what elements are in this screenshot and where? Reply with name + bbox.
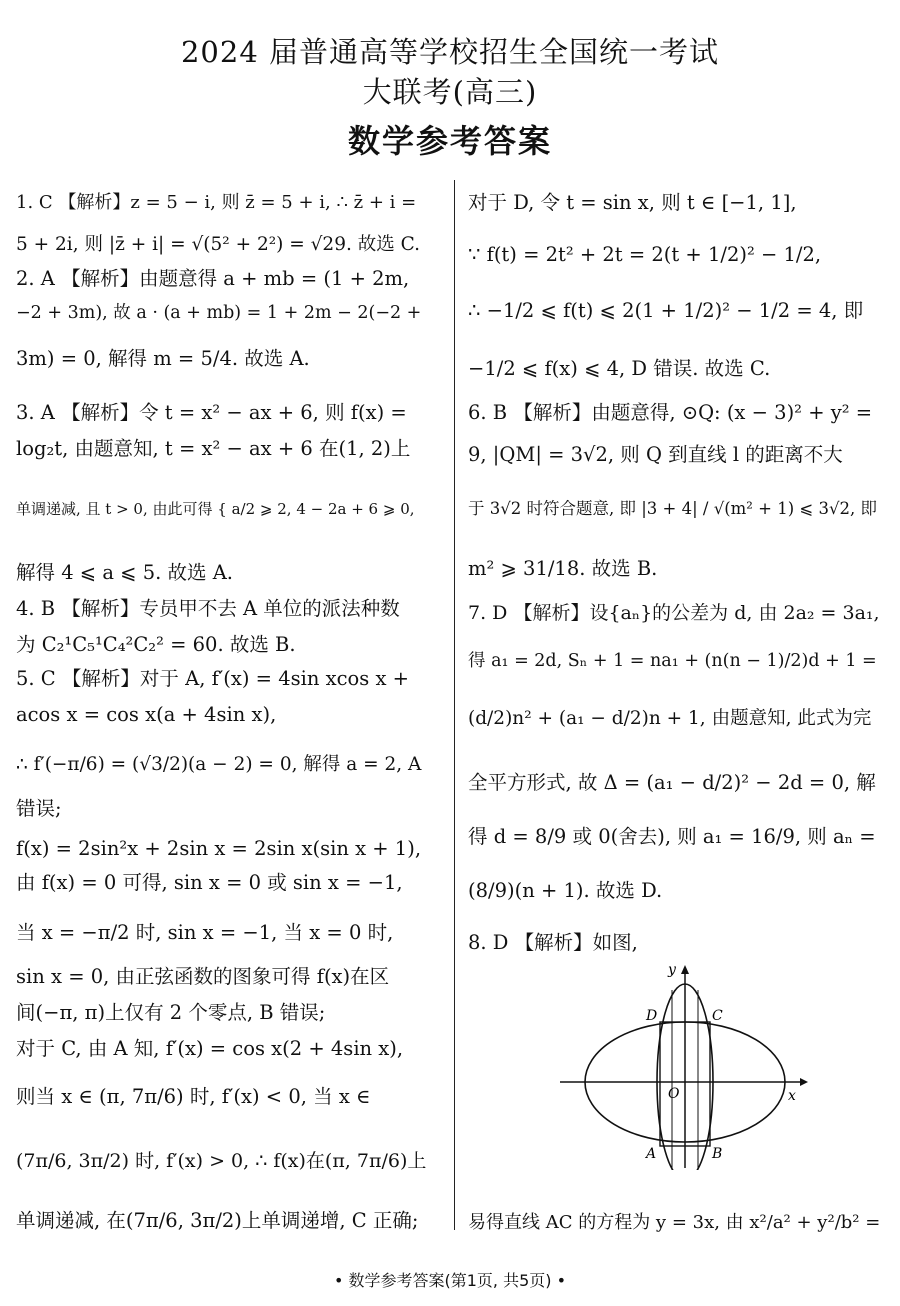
answer-line: 6. B 【解析】由题意得, ⊙Q: (x − 3)² + y² = (468, 401, 873, 424)
answer-line: 9, |QM| = 3√2, 则 Q 到直线 l 的距离不大 (468, 443, 843, 466)
answer-line: 单调递减, 且 t > 0, 由此可得 { a/2 ⩾ 2, 4 − 2a + 6 ⩾ 0, (16, 500, 415, 518)
answer-line: 单调递减, 在(7π/6, 3π/2)上单调递增, C 正确; (16, 1209, 419, 1232)
exam-subtitle: 大联考(高三) (362, 75, 538, 109)
answer-line: 则当 x ∈ (π, 7π/6) 时, f′(x) < 0, 当 x ∈ (16, 1085, 371, 1108)
answer-line: 8. D 【解析】如图, (468, 931, 638, 954)
answer-line: −2 + 3m), 故 a · (a + mb) = 1 + 2m − 2(−2 + (16, 303, 422, 323)
answer-line: 当 x = −π/2 时, sin x = −1, 当 x = 0 时, (16, 921, 394, 944)
answer-line: 3m) = 0, 解得 m = 5/4. 故选 A. (16, 347, 310, 370)
answer-line: 得 d = 8/9 或 0(舍去), 则 a₁ = 16/9, 则 aₙ = (468, 825, 876, 848)
answer-line: 得 a₁ = 2d, Sₙ + 1 = na₁ + (n(n − 1)/2)d + 1 = (468, 651, 877, 671)
label-b: B (712, 1146, 723, 1162)
answer-line: log₂t, 由题意知, t = x² − ax + 6 在(1, 2)上 (16, 437, 411, 460)
answer-line: −1/2 ⩽ f(x) ⩽ 4, D 错误. 故选 C. (468, 357, 771, 380)
answer-line: (7π/6, 3π/2) 时, f′(x) > 0, ∴ f(x)在(π, 7π/6)上 (16, 1150, 427, 1172)
answer-line: m² ⩾ 31/18. 故选 B. (468, 557, 658, 580)
answer-line: 为 C₂¹C₅¹C₄²C₂² = 60. 故选 B. (16, 633, 296, 656)
label-x: x (788, 1088, 796, 1104)
exam-title: 2024 届普通高等学校招生全国统一考试 (180, 35, 720, 69)
answer-line: ∴ f′(−π/6) = (√3/2)(a − 2) = 0, 解得 a = 2, A (16, 754, 422, 775)
label-y: y (668, 962, 676, 978)
answer-line: 由 f(x) = 0 可得, sin x = 0 或 sin x = −1, (16, 871, 403, 894)
x-axis-arrow (800, 1078, 808, 1086)
y-axis-arrow (681, 965, 689, 974)
answer-line: f(x) = 2sin²x + 2sin x = 2sin x(sin x + 1), (16, 837, 422, 860)
answer-line: 5 + 2i, 则 |z̄ + i| = √(5² + 2²) = √29. 故选 C. (16, 234, 420, 255)
answer-line: ∵ f(t) = 2t² + 2t = 2(t + 1/2)² − 1/2, (468, 243, 822, 266)
label-d: D (646, 1008, 658, 1024)
answer-line: (8/9)(n + 1). 故选 D. (468, 879, 663, 902)
answer-line: 对于 D, 令 t = sin x, 则 t ∈ [−1, 1], (468, 191, 797, 214)
answer-line: 4. B 【解析】专员甲不去 A 单位的派法种数 (16, 597, 400, 620)
answer-line: 对于 C, 由 A 知, f′(x) = cos x(2 + 4sin x), (16, 1037, 404, 1060)
answer-line: 1. C 【解析】z = 5 − i, 则 z̄ = 5 + i, ∴ z̄ + i = (16, 192, 417, 213)
answer-line: acos x = cos x(a + 4sin x), (16, 703, 277, 726)
answer-line: 全平方形式, 故 Δ = (a₁ − d/2)² − 2d = 0, 解 (468, 771, 876, 794)
answer-line: ∴ −1/2 ⩽ f(t) ⩽ 2(1 + 1/2)² − 1/2 = 4, 即 (468, 299, 864, 322)
answer-line: 易得直线 AC 的方程为 y = 3x, 由 x²/a² + y²/b² = (468, 1212, 881, 1233)
answer-line: 2. A 【解析】由题意得 a + mb = (1 + 2m, (16, 267, 410, 290)
answer-line: 错误; (16, 797, 62, 820)
label-c: C (712, 1008, 723, 1024)
answer-line: sin x = 0, 由正弦函数的图象可得 f(x)在区 (16, 965, 390, 988)
ellipse-figure (560, 960, 810, 1170)
answer-line: 间(−π, π)上仅有 2 个零点, B 错误; (16, 1001, 326, 1024)
answer-line: 解得 4 ⩽ a ⩽ 5. 故选 A. (16, 561, 233, 584)
answer-line: 3. A 【解析】令 t = x² − ax + 6, 则 f(x) = (16, 401, 407, 424)
answer-line: 5. C 【解析】对于 A, f′(x) = 4sin xcos x + (16, 667, 409, 690)
label-a: A (646, 1146, 657, 1162)
column-divider (454, 180, 455, 1230)
document-heading: 数学参考答案 (347, 122, 552, 160)
answer-line: (d/2)n² + (a₁ − d/2)n + 1, 由题意知, 此式为完 (468, 708, 872, 729)
answer-line: 于 3√2 时符合题意, 即 |3 + 4| / √(m² + 1) ⩽ 3√2, 即 (468, 499, 877, 518)
label-origin: O (668, 1086, 680, 1102)
page-footer: • 数学参考答案(第1页, 共5页) • (333, 1271, 567, 1290)
answer-line: 7. D 【解析】设{aₙ}的公差为 d, 由 2a₂ = 3a₁, (468, 602, 880, 624)
